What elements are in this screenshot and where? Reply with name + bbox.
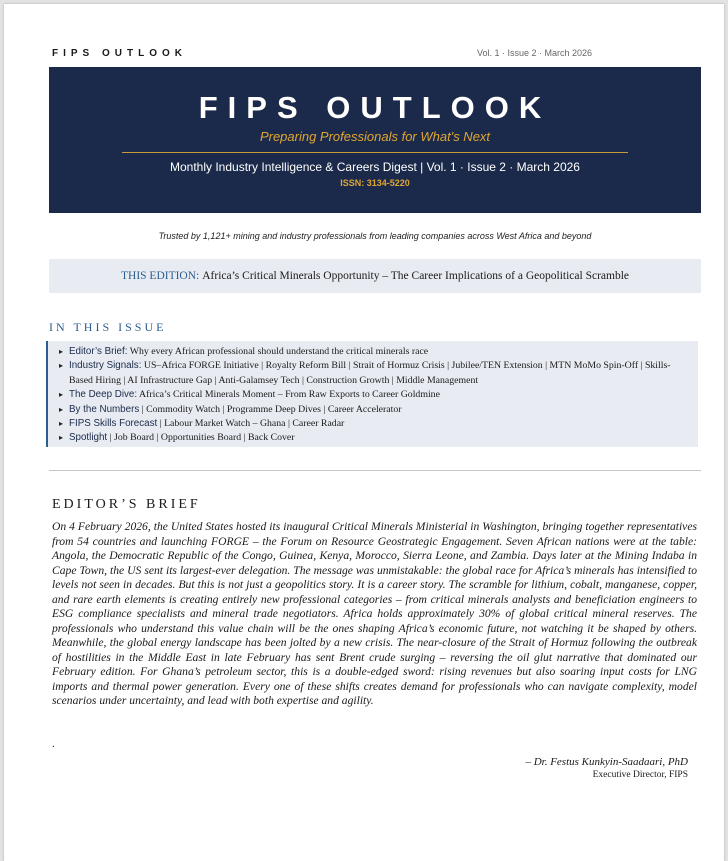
toc-item-label: FIPS Skills Forecast: [69, 418, 158, 430]
newsletter-page: [4, 4, 724, 861]
toc-item-text: Why every African professional should understand the critical minerals race: [129, 346, 429, 357]
this-edition-text: Africa’s Critical Minerals Opportunity – The Career Implications of a Geopolitical Scramble: [202, 270, 629, 282]
toc-item-label: Editor’s Brief:: [69, 346, 128, 357]
issue-line: Vol. 1 · Issue 2 · March 2026: [476, 48, 592, 58]
toc-item-industry-signals[interactable]: [69, 359, 690, 388]
masthead-subtitle: Monthly Industry Intelligence & Careers Digest | Vol. 1 · Issue 2 · March 2026: [170, 160, 580, 174]
toc-item-by-the-numbers[interactable]: [69, 403, 690, 417]
table-of-contents: [46, 341, 698, 447]
section-divider: [49, 470, 701, 471]
masthead-issn: ISSN: 3134-5220: [340, 178, 410, 188]
toc-item-text: | Job Board | Opportunities Board | Back Cover: [109, 432, 295, 444]
masthead: [49, 67, 701, 213]
masthead-title: FIPS OUTLOOK: [198, 90, 552, 125]
toc-item-label: Industry Signals:: [69, 360, 142, 372]
trailing-dot: .: [52, 738, 55, 750]
brand-small: FIPS OUTLOOK: [52, 48, 187, 59]
masthead-rule: [122, 152, 628, 153]
this-edition-banner: [49, 259, 701, 293]
toc-item-text: | Labour Market Watch – Ghana | Career Radar: [159, 418, 345, 430]
toc-item-label: By the Numbers: [69, 403, 140, 415]
signature-title: Executive Director, FIPS: [592, 770, 688, 780]
trusted-tagline: Trusted by 1,121+ mining and industry professionals from leading companies across West Africa and beyond: [158, 231, 592, 241]
toc-item-skills-forecast[interactable]: [69, 417, 690, 431]
top-header-line: [52, 48, 592, 59]
editors-brief-heading: EDITOR’S BRIEF: [52, 497, 201, 512]
editors-brief-body: On 4 February 2026, the United States hosted its inaugural Critical Minerals Ministerial in Washington, bringing together representatives from 54 countries and launching FORGE – the Forum on Resource Geostrategic Engagement. Seven African nations were at the table: Angola, the Democratic Republic of the Congo, Guinea, Kenya, Morocco, Sierra Leone, and Zambia. Days later at the Mining Indaba in Cape Town, the US sent its largest-ever delegation. The message was unmistakable: the global race for Africa’s minerals has intensified to levels not seen in decades. But this is not just a geopolitics story. It is a career story. The scramble for lithium, cobalt, manganese, copper, and rare earth elements is creating entirely new professional categories – from critical minerals analysts and beneficiation engineers to ESG compliance specialists and mineral trade negotiators. Africa holds approximately 30% of global critical mineral reserves. The professionals who understand this value chain will be the ones shaping Africa’s economic future, not watching it be shaped by others. Meanwhile, the global energy landscape has been jolted by a new crisis. The near-closure of the Strait of Hormuz following the outbreak of hostilities in the Middle East in late February has sent Brent crude surging – reversing the oil glut narrative that dominated our February edition. For Ghana’s petroleum sector, this is a double-edged sword: rising revenues but also soaring input costs for LNG imports and thermal power generation. Every one of these shifts creates demand for professionals who can navigate complexity, model scenarios under uncertainty, and lead with both expertise and agility.: [52, 520, 697, 707]
toc-item-deep-dive[interactable]: [69, 388, 690, 402]
toc-item-text: Africa’s Critical Minerals Moment – From Raw Exports to Career Goldmine: [139, 389, 440, 401]
in-this-issue-heading: IN THIS ISSUE: [49, 320, 167, 334]
this-edition-label: THIS EDITION:: [120, 270, 200, 282]
toc-item-text: | Commodity Watch | Programme Deep Dives | Career Accelerator: [141, 403, 402, 415]
toc-item-label: Spotlight: [69, 432, 108, 444]
toc-item-label: The Deep Dive:: [69, 389, 138, 401]
signature-name: – Dr. Festus Kunkyin-Saadaari, PhD: [525, 756, 688, 768]
toc-item-text: US–Africa FORGE Initiative | Royalty Reform Bill | Strait of Hormuz Crisis | Jubilee/TEN Extension | MTN MoMo Spin-Off | Skills-Based Hiring | AI Infrastructure Gap | Anti-Galamsey Tech | Construction Growth | Middle Management: [69, 360, 671, 386]
toc-item-editors-brief[interactable]: [69, 345, 690, 359]
masthead-tagline: Preparing Professionals for What's Next: [259, 129, 491, 144]
signature-block: [525, 756, 688, 780]
toc-item-spotlight[interactable]: [69, 431, 690, 445]
